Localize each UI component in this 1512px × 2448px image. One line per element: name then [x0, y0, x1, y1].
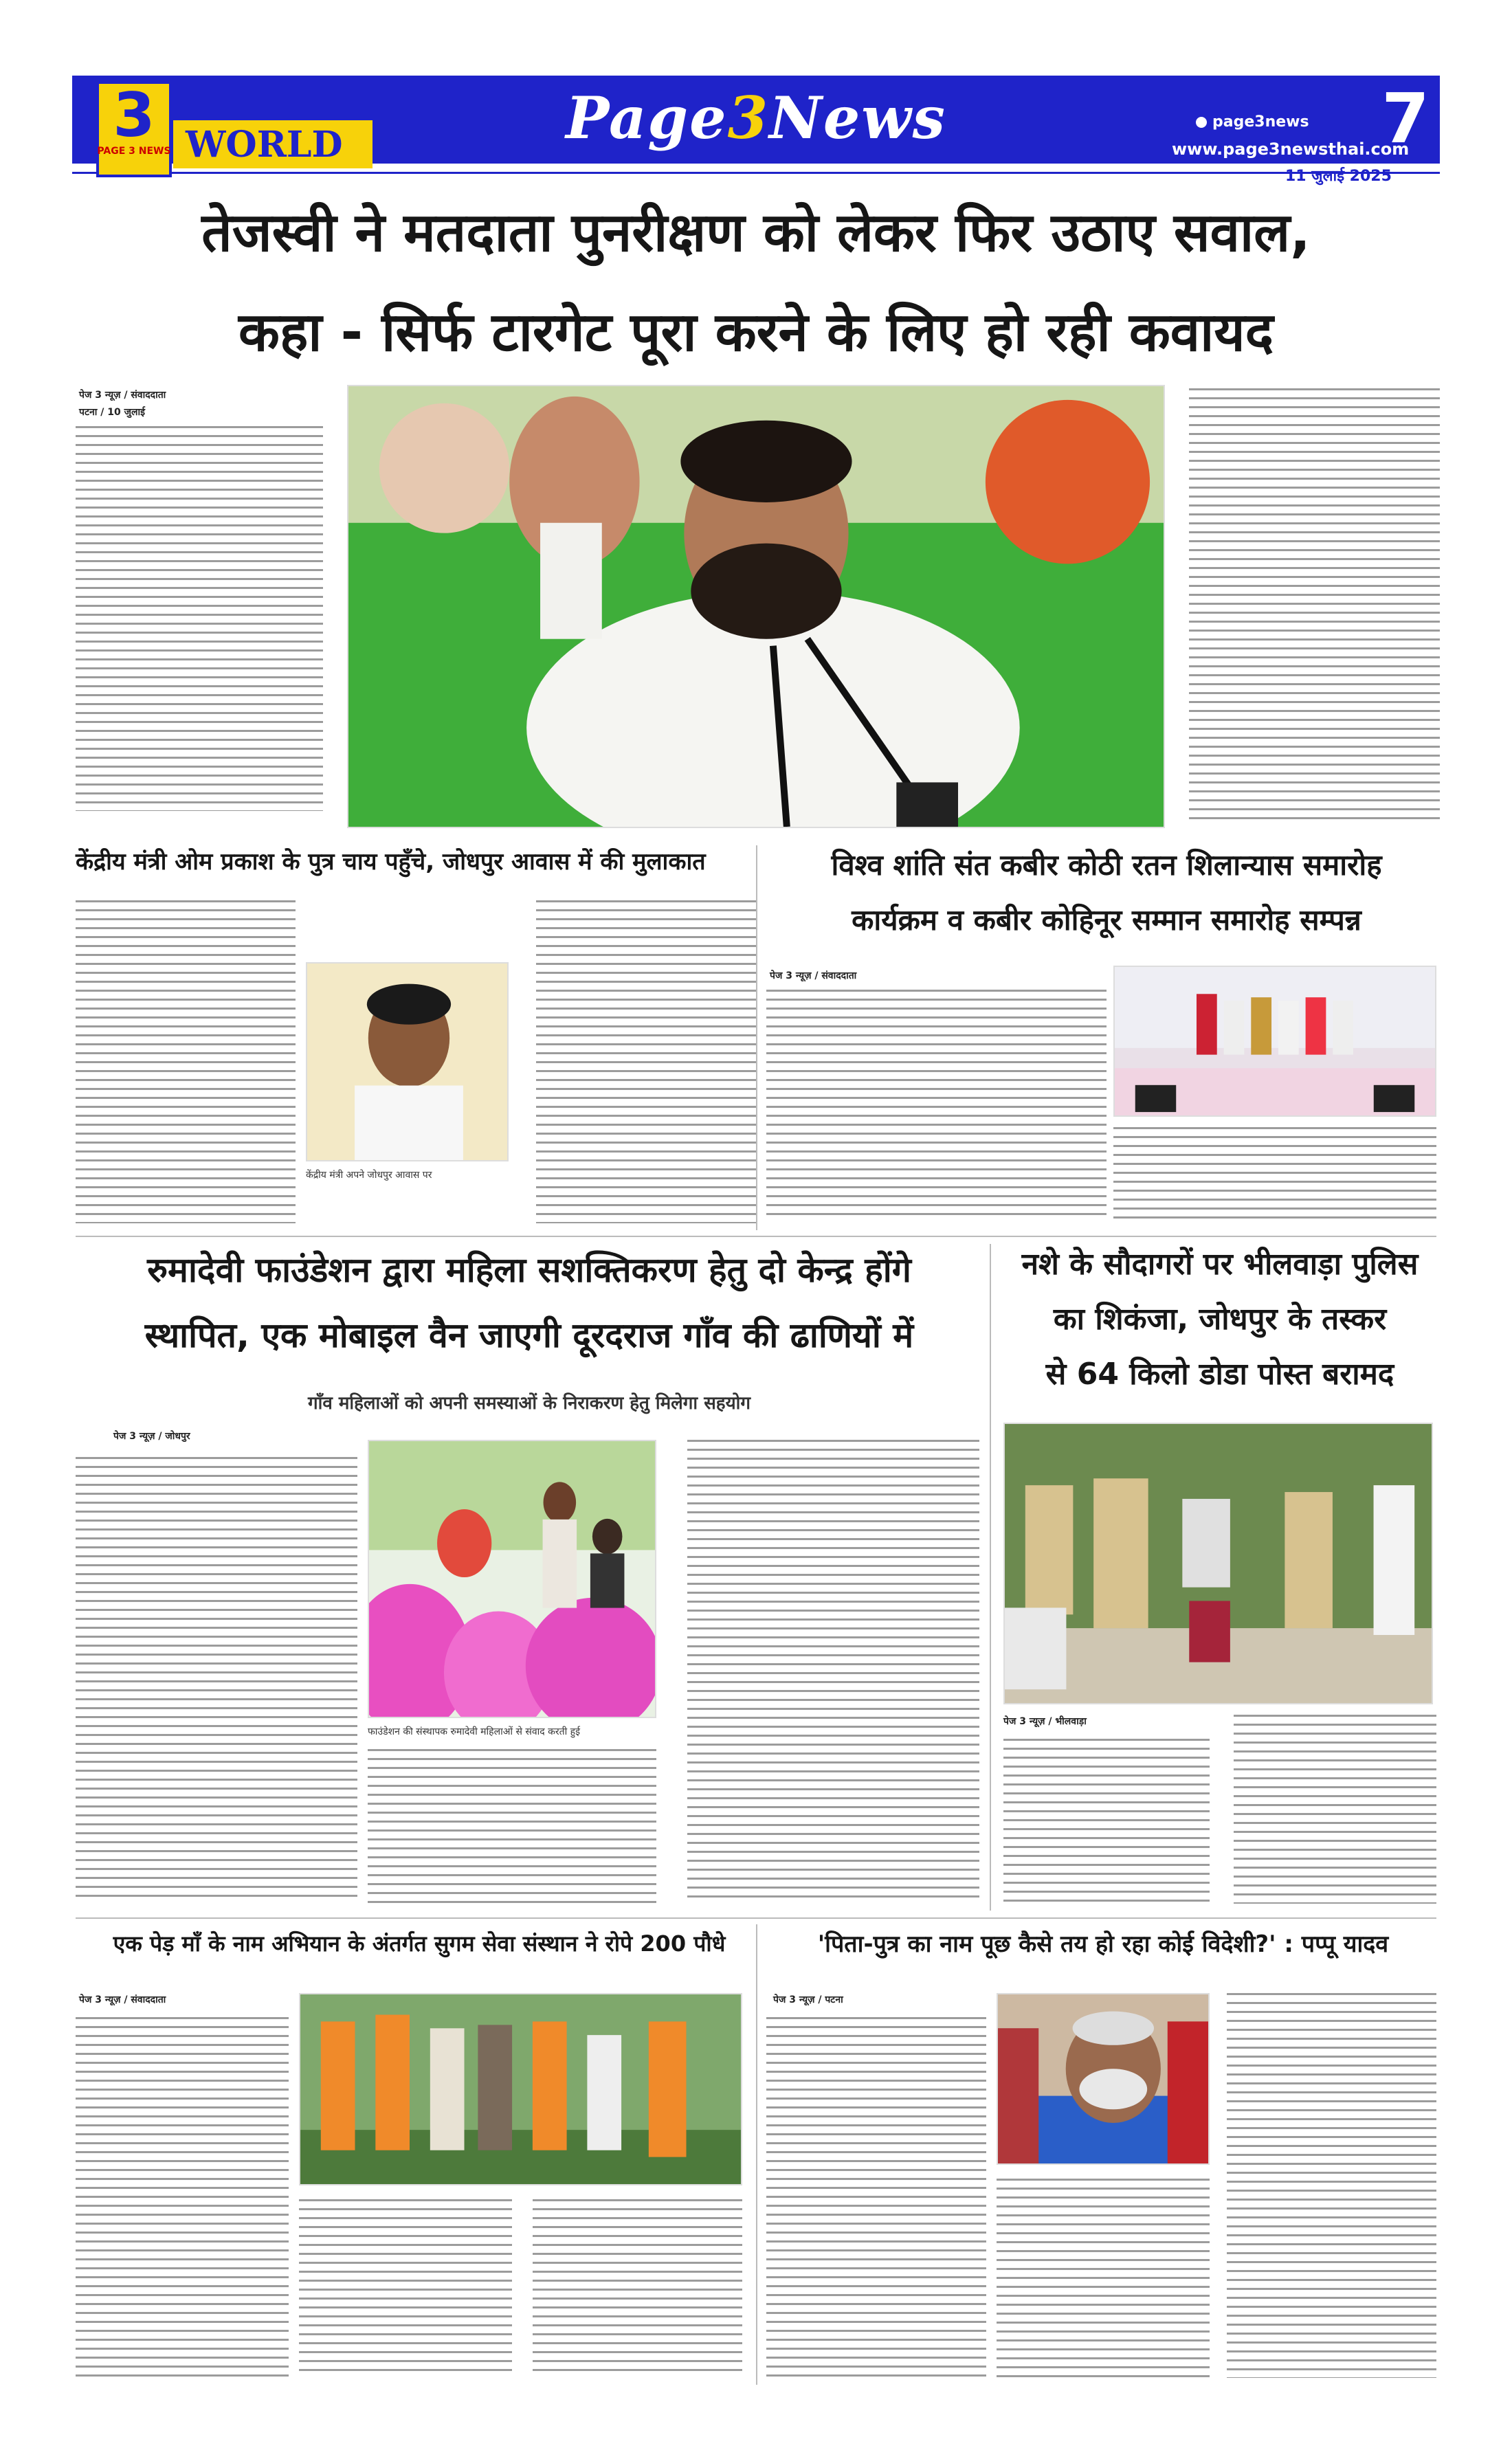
story2-photo [306, 962, 509, 1161]
column-divider [990, 1244, 991, 1911]
lead-headline-line1: तेजस्वी ने मतदाता पुनरीक्षण को लेकर फिर उठाए सवाल, [201, 202, 1311, 264]
website-url: www.page3newsthai.com [1172, 140, 1410, 159]
story4-byline: पेज 3 न्यूज़ / जोधपुर [113, 1431, 190, 1442]
story7-body-col-3 [1227, 1993, 1436, 2378]
story6-byline: पेज 3 न्यूज़ / संवाददाता [79, 1994, 166, 2005]
lead-dateline: पटना / 10 जुलाई [79, 407, 146, 418]
story6-photo-illustration [300, 1994, 741, 2184]
story3-headline-line1: विश्व शांति संत कबीर कोठी रतन शिलान्यास समारोह [831, 848, 1382, 882]
story5-headline-line2: का शिकंजा, जोधपुर के तस्कर [1053, 1302, 1387, 1337]
story6-body-col-3 [533, 2199, 742, 2378]
story5-body-col-2 [1234, 1715, 1436, 1904]
story3-byline: पेज 3 न्यूज़ / संवाददाता [770, 970, 857, 981]
story6-body-col-1 [76, 2017, 289, 2378]
story4-body-col-3 [687, 1440, 979, 1904]
story2-caption: केंद्रीय मंत्री अपने जोधपुर आवास पर [306, 1170, 432, 1181]
story6-headline: एक पेड़ माँ के नाम अभियान के अंतर्गत सुगम सेवा संस्थान ने रोपे 200 पौधे [113, 1930, 726, 1957]
story5-byline: पेज 3 न्यूज़ / भीलवाड़ा [1003, 1716, 1087, 1727]
story5-headline-line1: नशे के सौदागरों पर भीलवाड़ा पुलिस [1021, 1247, 1419, 1282]
lead-photo-illustration [348, 386, 1164, 827]
issue-date: 11 जुलाई 2025 [1285, 168, 1392, 185]
social-label: page3news [1212, 113, 1309, 131]
brand-suffix: News [769, 84, 946, 152]
story4-caption: फाउंडेशन की संस्थापक रुमादेवी महिलाओं से संवाद करती हुई [368, 1726, 580, 1737]
lead-body-col-2 [1189, 388, 1440, 821]
logo-subtext: PAGE 3 NEWS [97, 146, 171, 157]
story7-body-col-2 [997, 2179, 1210, 2378]
story4-body-col-2 [368, 1749, 656, 1904]
story5-headline-line3: से 64 किलो डोडा पोस्त बरामद [1045, 1357, 1394, 1392]
lead-photo [347, 385, 1165, 828]
story7-body-col-1 [766, 2017, 986, 2378]
story3-headline-line2: कार्यक्रम व कबीर कोहिनूर सम्मान समारोह सम्पन्न [852, 903, 1361, 937]
story6-photo [299, 1993, 742, 2185]
logo-number: 3 [113, 80, 155, 151]
lead-body-col-1 [76, 426, 323, 811]
story4-body-col-1 [76, 1457, 357, 1904]
column-divider [756, 1924, 757, 2385]
story5-body-col-1 [1003, 1739, 1210, 1904]
story4-photo-illustration [369, 1441, 655, 1717]
story3-body-col-1 [766, 990, 1107, 1216]
social-handle [1196, 113, 1309, 131]
story4-photo [368, 1440, 656, 1718]
section-divider [76, 1917, 1436, 1919]
page-number: 7 [1381, 78, 1430, 159]
story4-headline-line2: स्थापित, एक मोबाइल वैन जाएगी दूरदराज गाँव की ढाणियों में [144, 1315, 914, 1355]
story5-photo [1003, 1423, 1433, 1704]
section-divider [76, 1236, 1436, 1237]
story7-photo-illustration [998, 1994, 1208, 2163]
story2-body-col-1 [76, 900, 296, 1223]
lead-byline: पेज 3 न्यूज़ / संवाददाता [79, 390, 166, 401]
brand-prefix: Page [566, 84, 728, 152]
brand-logo [536, 84, 976, 152]
social-icon [1196, 117, 1207, 128]
story7-headline: 'पिता-पुत्र का नाम पूछ कैसे तय हो रहा कोई विदेशी?' : पप्पू यादव [817, 1930, 1389, 1958]
story7-photo [997, 1993, 1210, 2165]
column-divider [756, 845, 757, 1230]
masthead-underline [72, 172, 1440, 186]
story7-byline: पेज 3 न्यूज़ / पटना [773, 1994, 843, 2005]
story3-photo-illustration [1115, 967, 1435, 1115]
story4-subhead: गाँव महिलाओं को अपनी समस्याओं के निराकरण हेतु मिलेगा सहयोग [307, 1393, 751, 1414]
story2-photo-illustration [307, 964, 507, 1160]
story2-body-col-2 [536, 900, 756, 1223]
section-label: WORLD [186, 124, 343, 166]
story2-headline: केंद्रीय मंत्री ओम प्रकाश के पुत्र चाय पहुँचे, जोधपुर आवास में की मुलाकात [76, 848, 706, 876]
story3-body-col-2 [1113, 1127, 1436, 1220]
brand-number: 3 [727, 84, 770, 152]
story6-body-col-2 [299, 2199, 512, 2378]
lead-headline-line2: कहा - सिर्फ टारगेट पूरा करने के लिए हो रही कवायद [238, 302, 1274, 364]
story3-photo [1113, 966, 1436, 1117]
story4-headline-line1: रुमादेवी फाउंडेशन द्वारा महिला सशक्तिकरण हेतु दो केन्द्र होंगे [147, 1250, 911, 1290]
story5-photo-illustration [1005, 1424, 1432, 1703]
